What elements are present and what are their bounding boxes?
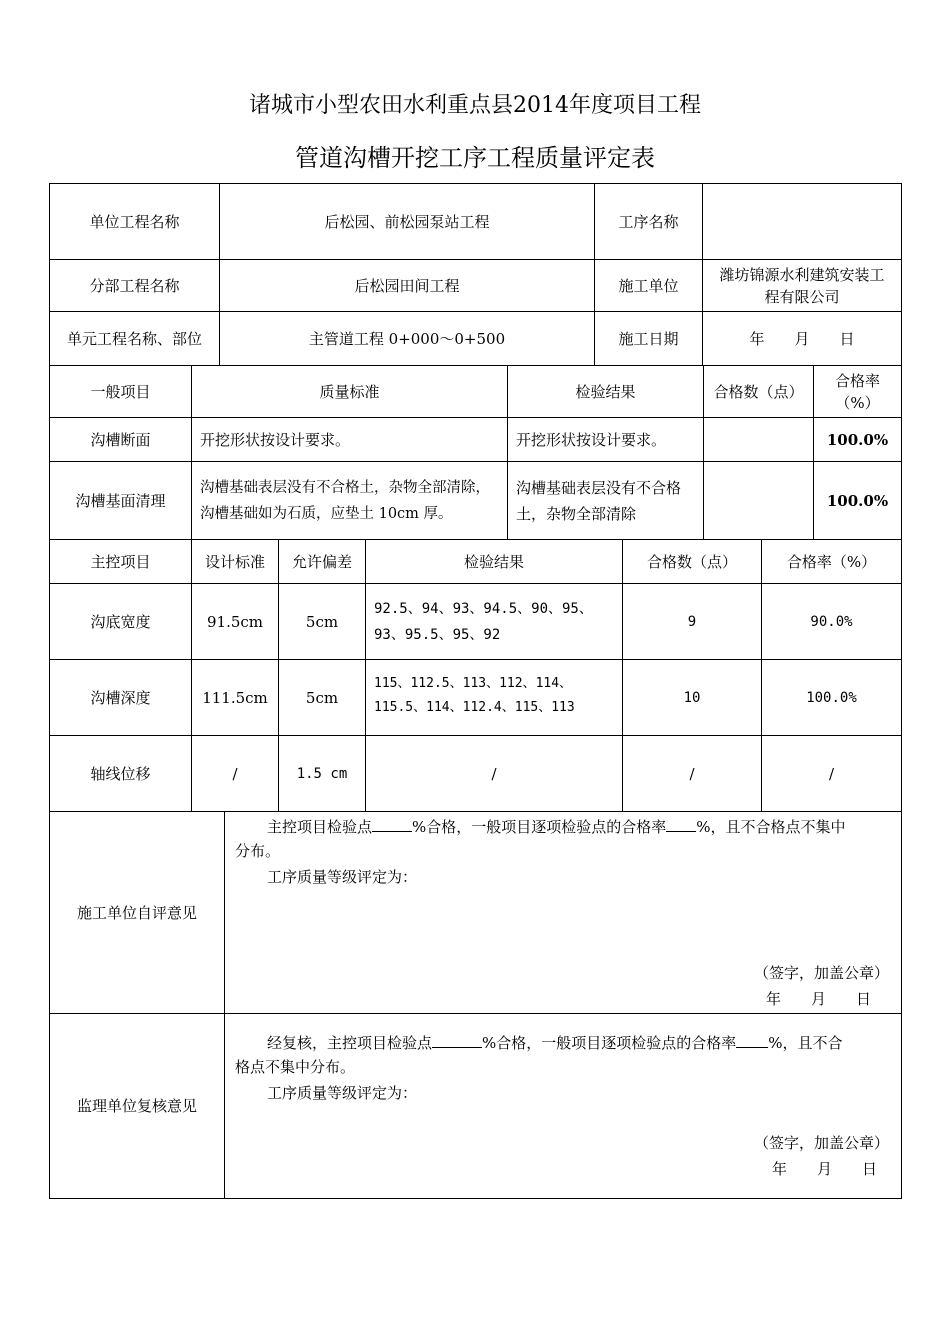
main-row3-design: / [192, 736, 279, 812]
main-row3-tolerance: 1.5 cm [279, 736, 366, 812]
general-header-count: 合格数（点） [704, 366, 814, 418]
self-eval-line3: 工序质量等级评定为： [267, 868, 418, 886]
main-header-rate: 合格率（%） [762, 540, 901, 584]
main-row1-tolerance: 5cm [279, 584, 366, 660]
main-header-tolerance: 允许偏差 [279, 540, 366, 584]
general-header-rate: 合格率（%） [814, 366, 901, 418]
self-eval-line1-a: 主控项目检验点 [267, 818, 373, 836]
main-row3-rate: / [762, 736, 901, 812]
self-eval-date: 年 月 日 [765, 990, 871, 1008]
supervisor-eval-line1-a: 经复核，主控项目检验点 [267, 1034, 433, 1052]
unit-project-label: 单位工程名称 [50, 184, 220, 260]
main-row1-design: 91.5cm [192, 584, 279, 660]
general-row1-standard: 开挖形状按设计要求。 [192, 418, 508, 462]
main-header-count: 合格数（点） [623, 540, 762, 584]
general-row1-item: 沟槽断面 [50, 418, 192, 462]
self-eval-line1-c: %，且不合格点不集中 [696, 818, 846, 836]
division-project-value: 后松园田间工程 [220, 260, 595, 312]
element-project-value: 主管道工程 0+000～0+500 [220, 312, 595, 366]
self-eval-line1-b: %合格，一般项目逐项检验点的合格率 [412, 818, 667, 836]
supervisor-eval-line3: 工序质量等级评定为： [267, 1084, 418, 1102]
main-row2-tolerance: 5cm [279, 660, 366, 736]
page-title-line2: 管道沟槽开挖工序工程质量评定表 [295, 144, 655, 172]
self-eval-general-blank[interactable] [666, 817, 696, 832]
general-row2-rate: 100.0% [814, 462, 901, 540]
main-header-result: 检验结果 [366, 540, 623, 584]
main-row2-result: 115、112.5、113、112、114、115.5、114、112.4、115、113 [366, 660, 623, 736]
general-row2-count [704, 462, 814, 540]
main-row2-rate: 100.0% [762, 660, 901, 736]
main-row3-item: 轴线位移 [50, 736, 192, 812]
process-name-value [703, 184, 901, 260]
self-eval-line1 [267, 816, 846, 838]
supervisor-eval-general-blank[interactable] [736, 1033, 768, 1048]
supervisor-eval-content [225, 1014, 901, 1198]
contractor-label: 施工单位 [595, 260, 703, 312]
main-row1-rate: 90.0% [762, 584, 901, 660]
self-eval-sign: （签字，加盖公章） [753, 964, 889, 982]
self-eval-label: 施工单位自评意见 [50, 812, 225, 1014]
general-row1-result: 开挖形状按设计要求。 [508, 418, 704, 462]
construction-date-value: 年 月 日 [703, 312, 901, 366]
general-row2-standard: 沟槽基础表层没有不合格土，杂物全部清除，沟槽基础如为石质，应垫土 10cm 厚。 [192, 462, 508, 540]
supervisor-eval-sign: （签字，加盖公章） [753, 1134, 889, 1152]
supervisor-eval-main-blank[interactable] [432, 1033, 482, 1048]
general-row1-count [704, 418, 814, 462]
general-header-item: 一般项目 [50, 366, 192, 418]
supervisor-eval-line1-b: %合格，一般项目逐项检验点的合格率 [482, 1034, 737, 1052]
construction-date-label: 施工日期 [595, 312, 703, 366]
evaluation-table [49, 183, 902, 1199]
general-header-result: 检验结果 [508, 366, 704, 418]
supervisor-eval-line1 [267, 1032, 843, 1054]
general-row2-item: 沟槽基面清理 [50, 462, 192, 540]
main-header-design: 设计标准 [192, 540, 279, 584]
self-eval-main-blank[interactable] [372, 817, 412, 832]
general-row1-rate: 100.0% [814, 418, 901, 462]
supervisor-eval-label: 监理单位复核意见 [50, 1014, 225, 1198]
general-header-standard: 质量标准 [192, 366, 508, 418]
general-row2-result: 沟槽基础表层没有不合格土，杂物全部清除 [508, 462, 704, 540]
self-eval-line2: 分布。 [235, 842, 281, 860]
main-row1-result: 92.5、94、93、94.5、90、95、93、95.5、95、92 [366, 584, 623, 660]
page-title-line1: 诸城市小型农田水利重点县2014年度项目工程 [249, 93, 701, 118]
main-row2-design: 111.5cm [192, 660, 279, 736]
unit-project-value: 后松园、前松园泵站工程 [220, 184, 595, 260]
supervisor-eval-date: 年 月 日 [771, 1160, 877, 1178]
process-name-label: 工序名称 [595, 184, 703, 260]
main-row1-item: 沟底宽度 [50, 584, 192, 660]
element-project-label: 单元工程名称、部位 [50, 312, 220, 366]
main-row2-item: 沟槽深度 [50, 660, 192, 736]
self-eval-content [225, 812, 901, 1014]
main-row1-count: 9 [623, 584, 762, 660]
main-row2-count: 10 [623, 660, 762, 736]
main-row3-count: / [623, 736, 762, 812]
supervisor-eval-line2: 格点不集中分布。 [235, 1058, 356, 1076]
main-row3-result: / [366, 736, 623, 812]
division-project-label: 分部工程名称 [50, 260, 220, 312]
main-header-item: 主控项目 [50, 540, 192, 584]
contractor-value: 潍坊锦源水利建筑安装工程有限公司 [703, 260, 901, 312]
supervisor-eval-line1-c: %，且不合 [768, 1034, 843, 1052]
